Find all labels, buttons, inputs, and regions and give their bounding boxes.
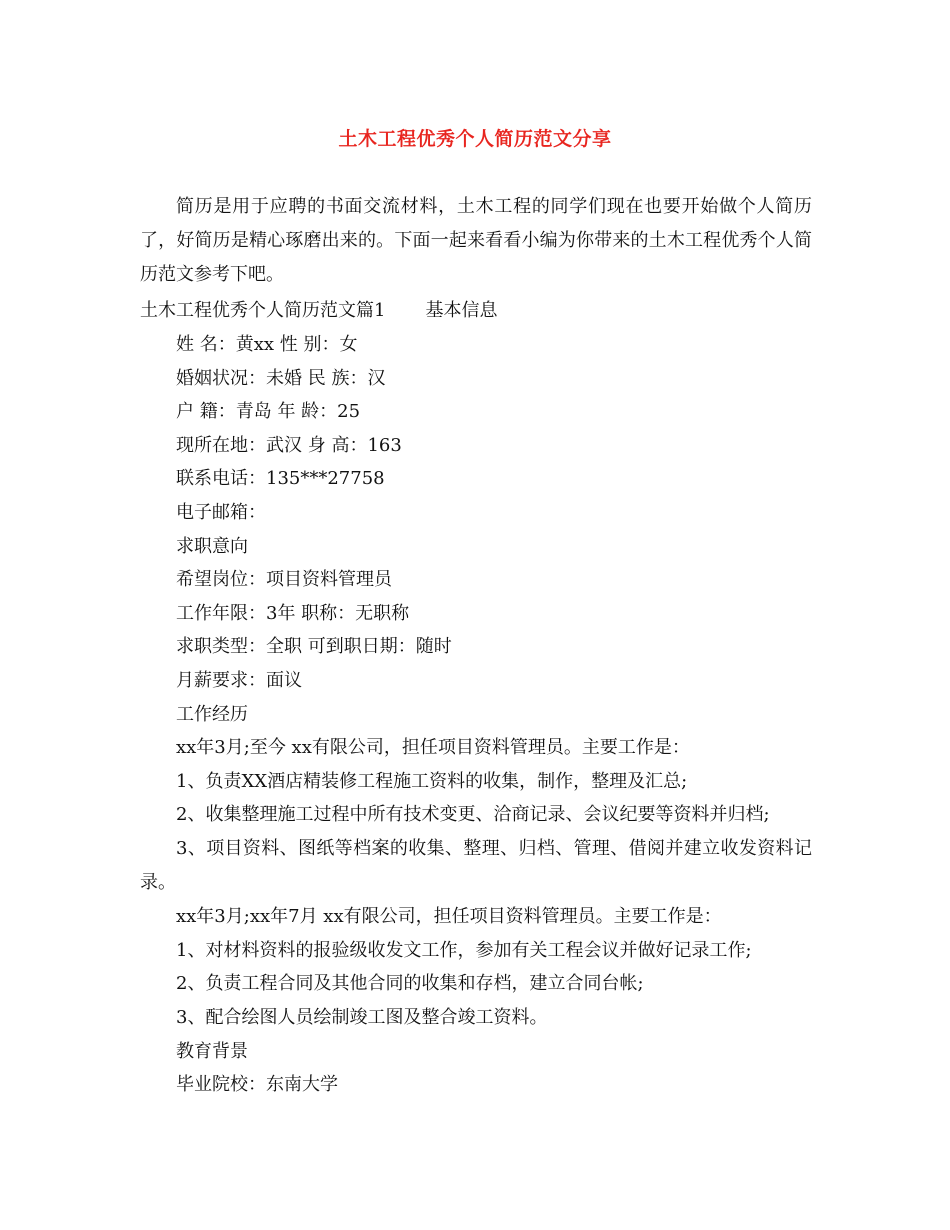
info-desired-position: 希望岗位：项目资料管理员 — [176, 569, 392, 590]
job2-duty-1: 1、对材料资料的报验级收发文工作，参加有关工程会议并做好记录工作; — [176, 940, 752, 961]
info-marital-ethnicity: 婚姻状况：未婚 民 族：汉 — [176, 368, 386, 389]
job1-duty-3: 3、项目资料、图纸等档案的收集、整理、归档、管理、借阅并建立收发资料记录。 — [140, 838, 812, 893]
heading-education: 教育背景 — [176, 1041, 248, 1062]
info-salary: 月薪要求：面议 — [176, 670, 302, 691]
job1-duty-1: 1、负责XX酒店精装修工程施工资料的收集，制作，整理及汇总; — [176, 771, 688, 792]
section-subtitle: 基本信息 — [425, 300, 498, 321]
page-title: 土木工程优秀个人简历范文分享 — [338, 128, 612, 150]
heading-work-experience: 工作经历 — [176, 704, 248, 725]
info-hukou-age: 户 籍：青岛 年 龄：25 — [176, 401, 361, 422]
info-name-gender: 姓 名：黄xx 性 别：女 — [176, 334, 358, 355]
section-title: 土木工程优秀个人简历范文篇1 — [140, 300, 386, 321]
info-school: 毕业院校：东南大学 — [176, 1074, 338, 1095]
job2-duty-3: 3、配合绘图人员绘制竣工图及整合竣工资料。 — [176, 1007, 548, 1028]
job1-duty-2: 2、收集整理施工过程中所有技术变更、洽商记录、会议纪要等资料并归档; — [176, 804, 770, 825]
job1-header: xx年3月;至今 xx有限公司，担任项目资料管理员。主要工作是： — [176, 737, 690, 758]
info-location-height: 现所在地：武汉 身 高：163 — [176, 435, 402, 456]
heading-job-intention: 求职意向 — [176, 536, 248, 557]
section-heading — [140, 299, 497, 323]
job2-header: xx年3月;xx年7月 xx有限公司，担任项目资料管理员。主要工作是： — [176, 906, 722, 927]
info-job-type: 求职类型：全职 可到职日期：随时 — [176, 636, 452, 657]
info-years-title: 工作年限：3年 职称：无职称 — [176, 603, 410, 624]
info-email: 电子邮箱： — [176, 502, 266, 523]
info-phone: 联系电话：135***27758 — [176, 468, 385, 489]
job2-duty-2: 2、负责工程合同及其他合同的收集和存档，建立合同台帐; — [176, 973, 644, 994]
intro-paragraph: 简历是用于应聘的书面交流材料，土木工程的同学们现在也要开始做个人简历了，好简历是精心琢磨出来的。下面一起来看看小编为你带来的土木工程优秀个人简历范文参考下吧。 — [140, 196, 812, 285]
